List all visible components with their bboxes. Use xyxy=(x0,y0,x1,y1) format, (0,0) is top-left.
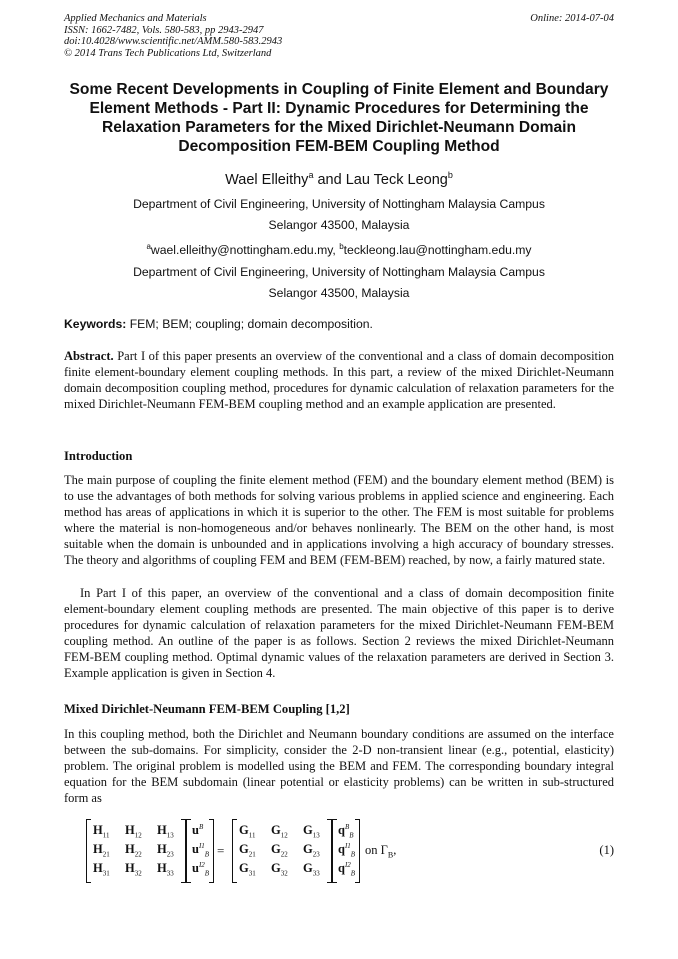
affiliation-city: Selangor 43500, Malaysia xyxy=(268,218,410,233)
copyright-line: © 2014 Trans Tech Publications Ltd, Switzerland xyxy=(64,47,272,59)
vector-q xyxy=(332,819,360,883)
abstract-text: Part I of this paper presents an overview of the conventional and a class of domain decomposition finite element-boundary element coupling methods. In this part, a review of the mixed Dirichlet-Neumann domain decomposition coupling method, procedures for dynamic calculation of relaxation parameters for the mixed Dirichlet-Neumann FEM-BEM coupling method and an example application are presented. xyxy=(64,349,614,412)
matrix-h-entry: $H_{11}$ xyxy=(93,823,110,840)
matrix-h-entry: $H_{21}$ xyxy=(93,842,110,859)
matrix-g-entry: $G_{21}$ xyxy=(239,842,256,859)
section-heading-mixed-coupling: Mixed Dirichlet-Neumann FEM-BEM Coupling [1,2] xyxy=(64,702,350,716)
author-name: Lau Teck Leong xyxy=(345,171,448,188)
vector-q-entry: $q^{I2}_B$ xyxy=(338,861,356,878)
author-name: Wael Elleithy xyxy=(225,171,309,188)
paragraph: In this coupling method, both the Dirichlet and Neumann boundary conditions are assumed on the interface between the sub-domains. For simplicity, consider the 2-D non-transient linear (e.g., potential, elasticity) problem. The original problem is modelled using the BEM and FEM. The corresponding boundary integral equation for the BEM subdomain (linear potential or elasticity problems) can be written in sub-structured form as xyxy=(64,727,614,806)
affiliations xyxy=(0,194,678,304)
keywords xyxy=(64,317,614,331)
vector-q-entry: $q^B_B$ xyxy=(338,823,354,840)
section-heading-introduction: Introduction xyxy=(64,449,133,463)
vector-u-entry: $u^B$ xyxy=(192,823,204,838)
matrix-h-entry: $H_{33}$ xyxy=(157,861,174,878)
matrix-g-entry: $G_{22}$ xyxy=(271,842,288,859)
matrix-g-entry: $G_{32}$ xyxy=(271,861,288,878)
matrix-g xyxy=(232,819,332,883)
matrix-h xyxy=(86,819,186,883)
title-line: Decomposition FEM-BEM Coupling Method xyxy=(178,138,500,155)
author-affil-mark: a xyxy=(308,170,314,180)
email-link[interactable]: wael.elleithy@nottingham.edu.my, xyxy=(150,243,340,258)
page-header xyxy=(64,13,614,59)
author-emails xyxy=(0,236,678,261)
email-mark: b xyxy=(339,242,344,252)
domain-subscript: B xyxy=(387,850,394,860)
equation-domain xyxy=(365,843,396,860)
equation-number: (1) xyxy=(599,843,614,857)
equals-sign: = xyxy=(217,843,225,858)
abstract xyxy=(64,348,614,412)
email-mark: a xyxy=(146,242,151,252)
journal-name: Applied Mechanics and Materials xyxy=(64,13,207,24)
issn-line: ISSN: 1662-7482, Vols. 580-583, pp 2943-2947 xyxy=(64,24,264,36)
vector-q-entry: $q^{I1}_B$ xyxy=(338,842,356,859)
paragraph: The main purpose of coupling the finite element method (FEM) and the boundary element method (BEM) is to use the advantages of both methods for solving various problems in applied science and engineering. Each method has areas of applications in which it is superior to the other. The FEM is most suitable for problems where the material is non-homogeneous and/or behaves nonlinearly. The BEM on the other hand, is most suitable when the domain is unbounded and in applications involving a high accuracy of boundary stresses. The theory and algorithms of coupling FEM and BEM (FEM-BEM) reached, by now, a fairly matured state. xyxy=(64,473,614,568)
matrix-h-entry: $H_{23}$ xyxy=(157,842,174,859)
matrix-h-entry: $H_{22}$ xyxy=(125,842,142,859)
matrix-g-entry: $G_{23}$ xyxy=(303,842,320,859)
matrix-g-entry: $G_{31}$ xyxy=(239,861,256,878)
online-date: Online: 2014-07-04 xyxy=(530,13,614,24)
matrix-g-entry: $G_{11}$ xyxy=(239,823,256,840)
keywords-text: FEM; BEM; coupling; domain decomposition. xyxy=(126,317,373,331)
domain-text: on Γ xyxy=(365,843,388,857)
title-line: Element Methods - Part II: Dynamic Procedures for Determining the xyxy=(89,100,589,117)
matrix-h-entry: $H_{32}$ xyxy=(125,861,142,878)
matrix-g-entry: $G_{12}$ xyxy=(271,823,288,840)
author-list xyxy=(0,170,678,188)
abstract-label: Abstract. xyxy=(64,349,114,363)
vector-u-entry: $u^{I2}_B$ xyxy=(192,861,210,878)
domain-comma: , xyxy=(393,843,397,857)
equation-1 xyxy=(86,819,614,883)
keywords-label: Keywords: xyxy=(64,317,127,331)
affiliation-city: Selangor 43500, Malaysia xyxy=(268,285,410,300)
matrix-h-entry: $H_{13}$ xyxy=(157,823,174,840)
author-affil-mark: b xyxy=(447,170,453,180)
vector-u xyxy=(186,819,214,883)
matrix-h-entry: $H_{31}$ xyxy=(93,861,110,878)
author-conjunction: and xyxy=(313,171,346,188)
vector-u-entry: $u^{I1}_B$ xyxy=(192,842,210,859)
title-line: Relaxation Parameters for the Mixed Dirichlet-Neumann Domain xyxy=(102,119,576,136)
affiliation-department: Department of Civil Engineering, University of Nottingham Malaysia Campus xyxy=(133,197,545,211)
doi-line[interactable]: doi:10.4028/www.scientific.net/AMM.580-583.2943 xyxy=(64,36,283,48)
matrix-g-entry: $G_{33}$ xyxy=(303,861,320,878)
matrix-h-entry: $H_{12}$ xyxy=(125,823,142,840)
paragraph: In Part I of this paper, an overview of the conventional and a class of domain decomposition finite element-boundary element coupling methods are presented. The main objective of this paper is to derive procedures for dynamic calculation of relaxation parameters for the mixed Dirichlet-Neumann FEM-BEM coupling method. An outline of the paper is as follows. Section 2 reviews the mixed Dirichlet-Neumann FEM-BEM coupling method. Optimal dynamic values of the relaxation parameters are derived in Section 3. Example application is given in Section 4. xyxy=(64,586,614,681)
email-link[interactable]: teckleong.lau@nottingham.edu.my xyxy=(343,243,532,258)
title-line: Some Recent Developments in Coupling of Finite Element and Boundary xyxy=(69,81,609,98)
affiliation-department: Department of Civil Engineering, University of Nottingham Malaysia Campus xyxy=(133,264,545,279)
matrix-g-entry: $G_{13}$ xyxy=(303,823,320,840)
paper-title xyxy=(52,80,626,156)
